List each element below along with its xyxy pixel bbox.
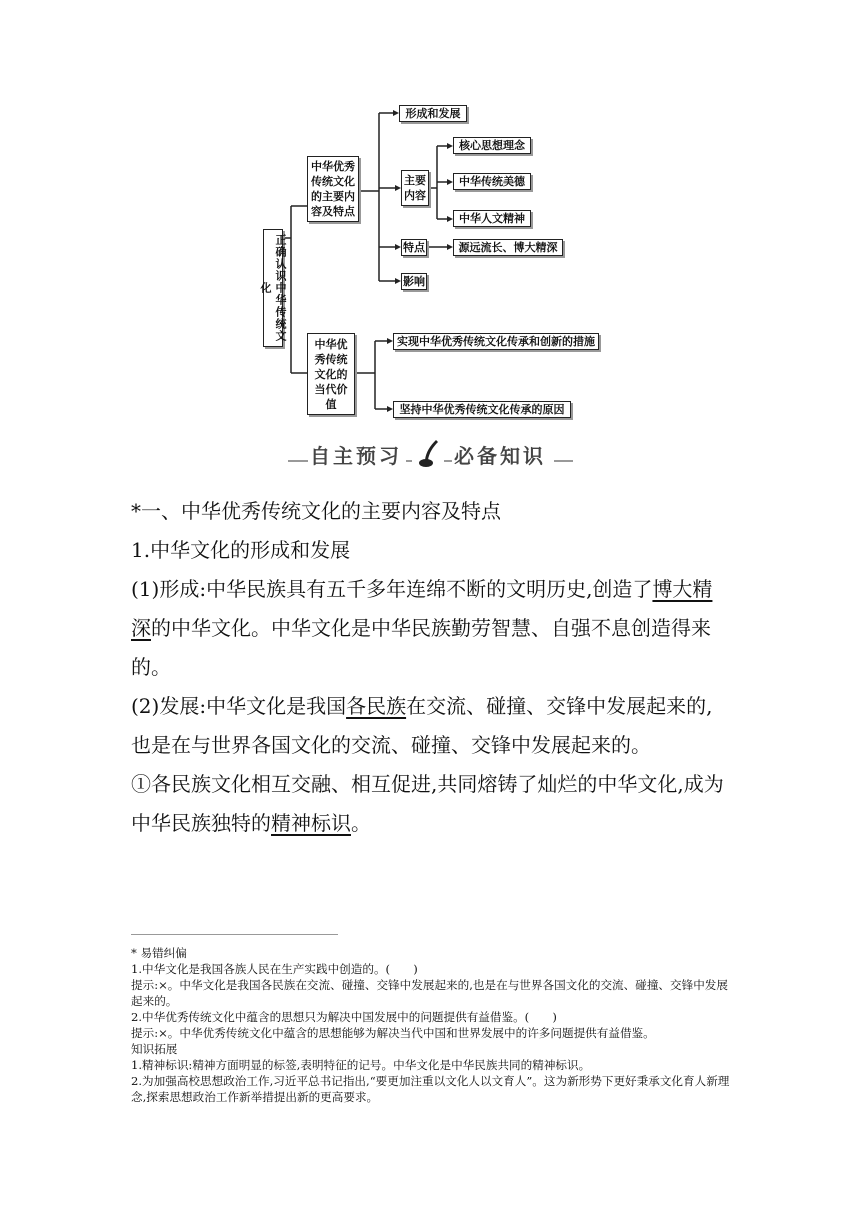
formation-node: 形成和发展 <box>399 105 467 122</box>
main-content <box>131 492 731 843</box>
footnote-heading: * 易错纠偏 <box>131 946 187 960</box>
measures-node: 实现中华优秀传统文化传承和创新的措施 <box>393 333 599 350</box>
footnote-line: 2.中华优秀传统文化中蕴含的思想只为解决中国发展中的问题提供有益借鉴。( ) <box>131 1010 557 1024</box>
paragraph-point-1: ①各民族文化相互交融、相互促进,共同熔铸了灿烂的中华文化,成为中华民族独特的精神标识。 <box>131 772 724 835</box>
footnote-line: 1.中华文化是我国各族人民在生产实践中创造的。( ) <box>131 962 418 976</box>
banner-right-text: 必备知识 <box>454 444 546 468</box>
footnote-subheading: 知识拓展 <box>131 1042 178 1056</box>
sub-title: 1.中华文化的形成和发展 <box>131 538 351 562</box>
key-term-underlined: 各民族 <box>346 694 407 718</box>
footnote-line: 提示:×。中华优秀传统文化中蕴含的思想能够为解决当代中国和世界发展中的许多问题提供有益借鉴。 <box>131 1026 655 1040</box>
key-term-underlined: 博大精深 <box>131 577 713 640</box>
branch2-node: 中华优秀传统文化的当代价值 <box>307 333 355 415</box>
content-item-1: 核心思想理念 <box>453 137 531 154</box>
root-node: 正确认识中华传统文化 <box>263 229 283 347</box>
features-value-node: 源远流长、博大精深 <box>453 239 563 256</box>
section-banner <box>288 440 573 470</box>
footnote-line: 1.精神标识:精神方面明显的标签,表明特征的记号。中华文化是中华民族共同的精神标识。 <box>131 1058 591 1072</box>
paragraph-formation: (1)形成:中华民族具有五千多年连绵不断的文明历史,创造了博大精深的中华文化。中华文化是中华民族勤劳智慧、自强不息创造得来的。 <box>131 577 713 679</box>
footnote-divider <box>131 934 338 935</box>
key-term-underlined: 精神标识 <box>271 811 351 835</box>
footnote <box>131 945 736 1105</box>
content-item-2: 中华传统美德 <box>453 173 531 190</box>
reasons-node: 坚持中华优秀传统文化传承的原因 <box>393 401 571 418</box>
concept-map <box>255 98 605 423</box>
content-item-3: 中华人文精神 <box>453 210 531 227</box>
content-node: 主要内容 <box>401 170 429 206</box>
banner-left-text: 自主预习 <box>310 444 402 468</box>
influence-node: 影响 <box>403 275 425 288</box>
branch1-node: 中华优秀传统文化的主要内容及特点 <box>307 156 359 222</box>
footnote-line: 提示:×。中华文化是我国各民族在交流、碰撞、交锋中发展起来的,也是在与世界各国文化的交流、碰撞、交锋中发展起来的。 <box>131 978 728 1008</box>
paragraph-development: (2)发展:中华文化是我国各民族在交流、碰撞、交锋中发展起来的,也是在与世界各国文化的交流、碰撞、交锋中发展起来的。 <box>131 694 713 757</box>
features-node: 特点 <box>403 241 425 254</box>
section-title: *一、中华优秀传统文化的主要内容及特点 <box>131 499 501 523</box>
quill-ink-icon <box>416 438 442 468</box>
footnote-line: 2.为加强高校思想政治工作,习近平总书记指出,“要更加注重以文化人以文育人”。这为新形势下更好秉承文化育人新理念,探索思想政治工作新举措提出新的更高要求。 <box>131 1074 730 1104</box>
